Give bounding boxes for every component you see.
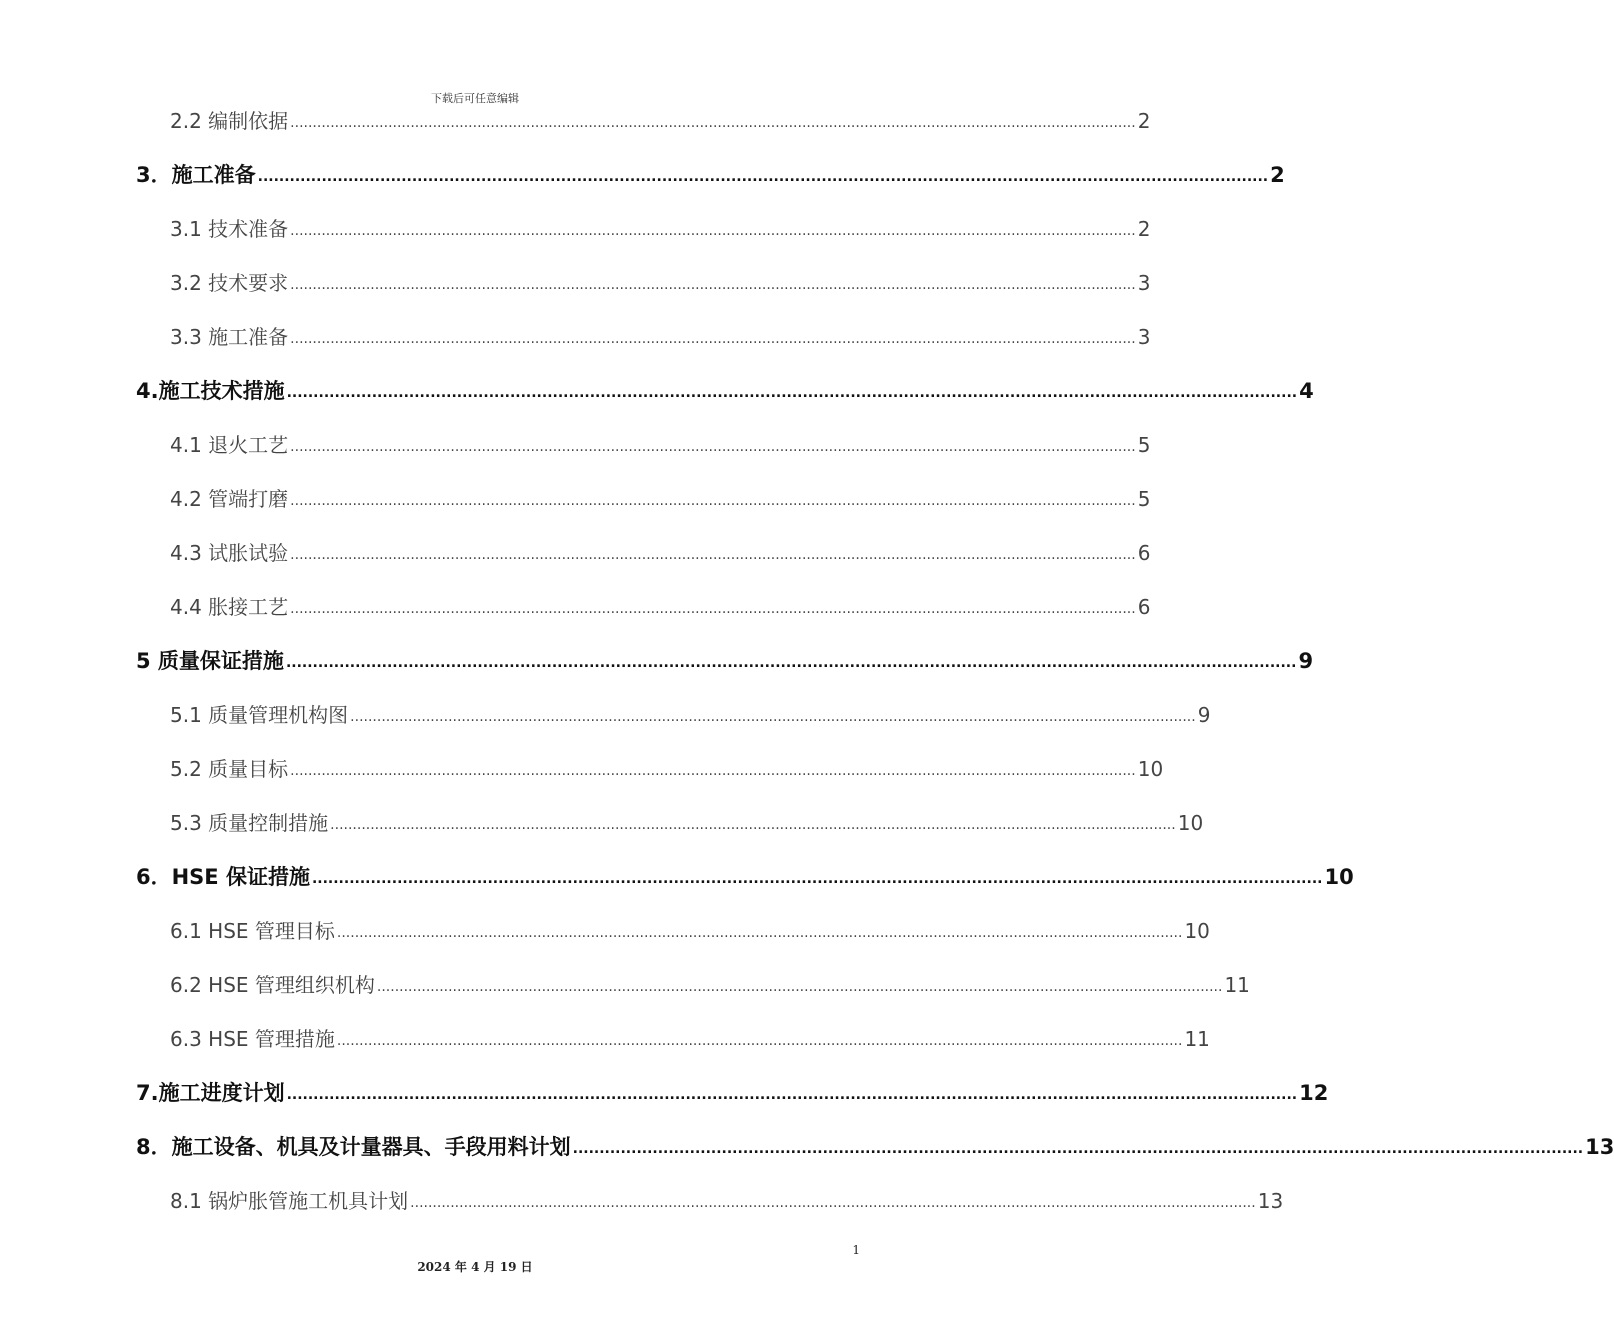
- toc-dot-leader: ..............................................................................................................................................................................................: [290, 331, 1136, 347]
- toc-dot-leader: ..............................................................................................................................................................................................: [350, 709, 1196, 725]
- toc-entry-7[interactable]: [136, 1077, 1329, 1109]
- toc-entry-title: 4.2 管端打磨: [170, 487, 289, 511]
- page-number: 1: [852, 1243, 860, 1257]
- toc-entry-3-3[interactable]: [170, 321, 1151, 353]
- toc-entry-title: 4.1 退火工艺: [170, 433, 289, 457]
- toc-entry-8-1[interactable]: [170, 1185, 1284, 1217]
- toc-dot-leader: ..............................................................................................................................................................................................: [290, 439, 1136, 455]
- toc-entry-4-4[interactable]: [170, 591, 1151, 623]
- toc-entry-page: 6: [1137, 541, 1151, 565]
- toc-entry-title: 4.3 试胀试验: [170, 541, 289, 565]
- toc-entry-page: 2: [1270, 163, 1285, 187]
- toc-entry-page: 11: [1184, 1027, 1210, 1051]
- toc-entry-4[interactable]: [136, 375, 1314, 407]
- toc-entry-title: 8.1 锅炉胀管施工机具计划: [170, 1189, 409, 1213]
- toc-dot-leader: ..............................................................................................................................................................................................: [290, 763, 1136, 779]
- toc-entry-title: 6．HSE 保证措施: [136, 865, 310, 889]
- toc-entry-8[interactable]: [136, 1131, 1614, 1163]
- toc-entry-page: 9: [1298, 649, 1314, 673]
- toc-entry-page: 5: [1137, 487, 1151, 511]
- toc-dot-leader: ..............................................................................................................................................................................................: [330, 817, 1176, 833]
- toc-entry-page: 13: [1257, 1189, 1284, 1213]
- toc-entry-6[interactable]: [136, 861, 1354, 893]
- toc-entry-6-3[interactable]: [170, 1023, 1210, 1055]
- toc-entry-page: 2: [1137, 217, 1151, 241]
- toc-entry-page: 11: [1224, 973, 1250, 997]
- toc-entry-title: 5.2 质量目标: [170, 757, 289, 781]
- toc-dot-leader: ..............................................................................................................................................................................................: [290, 223, 1136, 239]
- toc-entry-page: 5: [1137, 433, 1151, 457]
- toc-dot-leader: ..............................................................................................................................................................................................: [290, 115, 1136, 131]
- toc-entry-title: 5.3 质量控制措施: [170, 811, 329, 835]
- toc-entry-title: 7.施工进度计划: [136, 1081, 285, 1105]
- toc-entry-page: 3: [1137, 325, 1151, 349]
- toc-entry-title: 6.2 HSE 管理组织机构: [170, 973, 375, 997]
- toc-dot-leader: ..............................................................................................................................................................................................: [290, 547, 1136, 563]
- toc-entry-title: 2.2 编制依据: [170, 109, 289, 133]
- toc-entry-title: 5.1 质量管理机构图: [170, 703, 349, 727]
- toc-entry-4-3[interactable]: [170, 537, 1151, 569]
- toc-entry-6-2[interactable]: [170, 969, 1250, 1001]
- toc-dot-leader: ..............................................................................................................................................................................................: [285, 655, 1297, 671]
- toc-dot-leader: ..............................................................................................................................................................................................: [336, 1033, 1183, 1049]
- toc-entry-page: 3: [1137, 271, 1151, 295]
- toc-dot-leader: ..............................................................................................................................................................................................: [410, 1195, 1256, 1211]
- toc-entry-3-1[interactable]: [170, 213, 1151, 245]
- toc-entry-page: 6: [1137, 595, 1151, 619]
- toc-dot-leader: ..............................................................................................................................................................................................: [376, 979, 1223, 995]
- toc-entry-4-1[interactable]: [170, 429, 1151, 461]
- toc-entry-page: 2: [1137, 109, 1151, 133]
- toc-entry-title: 3.3 施工准备: [170, 325, 289, 349]
- toc-entry-page: 13: [1585, 1135, 1614, 1159]
- toc-entry-title: 4.4 胀接工艺: [170, 595, 289, 619]
- toc-entry-title: 5 质量保证措施: [136, 649, 284, 673]
- toc-entry-title: 6.3 HSE 管理措施: [170, 1027, 335, 1051]
- toc-dot-leader: ..............................................................................................................................................................................................: [286, 1087, 1298, 1103]
- toc-entry-page: 10: [1324, 865, 1354, 889]
- toc-dot-leader: ..............................................................................................................................................................................................: [290, 493, 1136, 509]
- toc-entry-5[interactable]: [136, 645, 1314, 677]
- toc-entry-page: 12: [1299, 1081, 1329, 1105]
- toc-entry-page: 10: [1137, 757, 1164, 781]
- toc-entry-page: 4: [1299, 379, 1314, 403]
- toc-entry-title: 6.1 HSE 管理目标: [170, 919, 335, 943]
- toc-entry-title: 3.2 技术要求: [170, 271, 289, 295]
- header-note: 下载后可任意编辑: [431, 92, 519, 105]
- toc-entry-4-2[interactable]: [170, 483, 1151, 515]
- toc-entry-page: 10: [1184, 919, 1210, 943]
- toc-dot-leader: ..............................................................................................................................................................................................: [257, 169, 1269, 185]
- toc-entry-5-1[interactable]: [170, 699, 1211, 731]
- toc-entry-3[interactable]: [136, 159, 1285, 191]
- toc-entry-title: 3.1 技术准备: [170, 217, 289, 241]
- toc-entry-6-1[interactable]: [170, 915, 1210, 947]
- toc-dot-leader: ..............................................................................................................................................................................................: [286, 385, 1298, 401]
- toc-entry-title: 8．施工设备、机具及计量器具、手段用料计划: [136, 1135, 571, 1159]
- toc-entry-page: 9: [1197, 703, 1211, 727]
- toc-entry-5-2[interactable]: [170, 753, 1164, 785]
- toc-dot-leader: ..............................................................................................................................................................................................: [572, 1141, 1584, 1157]
- toc-entry-page: 10: [1177, 811, 1204, 835]
- toc-dot-leader: ..............................................................................................................................................................................................: [290, 277, 1136, 293]
- toc-entry-5-3[interactable]: [170, 807, 1204, 839]
- toc-entry-title: 4.施工技术措施: [136, 379, 285, 403]
- toc-entry-title: 3．施工准备: [136, 163, 256, 187]
- footer-date: 2024 年 4 月 19 日: [417, 1260, 533, 1274]
- toc-dot-leader: ..............................................................................................................................................................................................: [336, 925, 1183, 941]
- toc-entry-3-2[interactable]: [170, 267, 1151, 299]
- toc-entry-2-2[interactable]: [170, 105, 1151, 137]
- toc-dot-leader: ..............................................................................................................................................................................................: [290, 601, 1136, 617]
- toc-dot-leader: ..............................................................................................................................................................................................: [311, 871, 1323, 887]
